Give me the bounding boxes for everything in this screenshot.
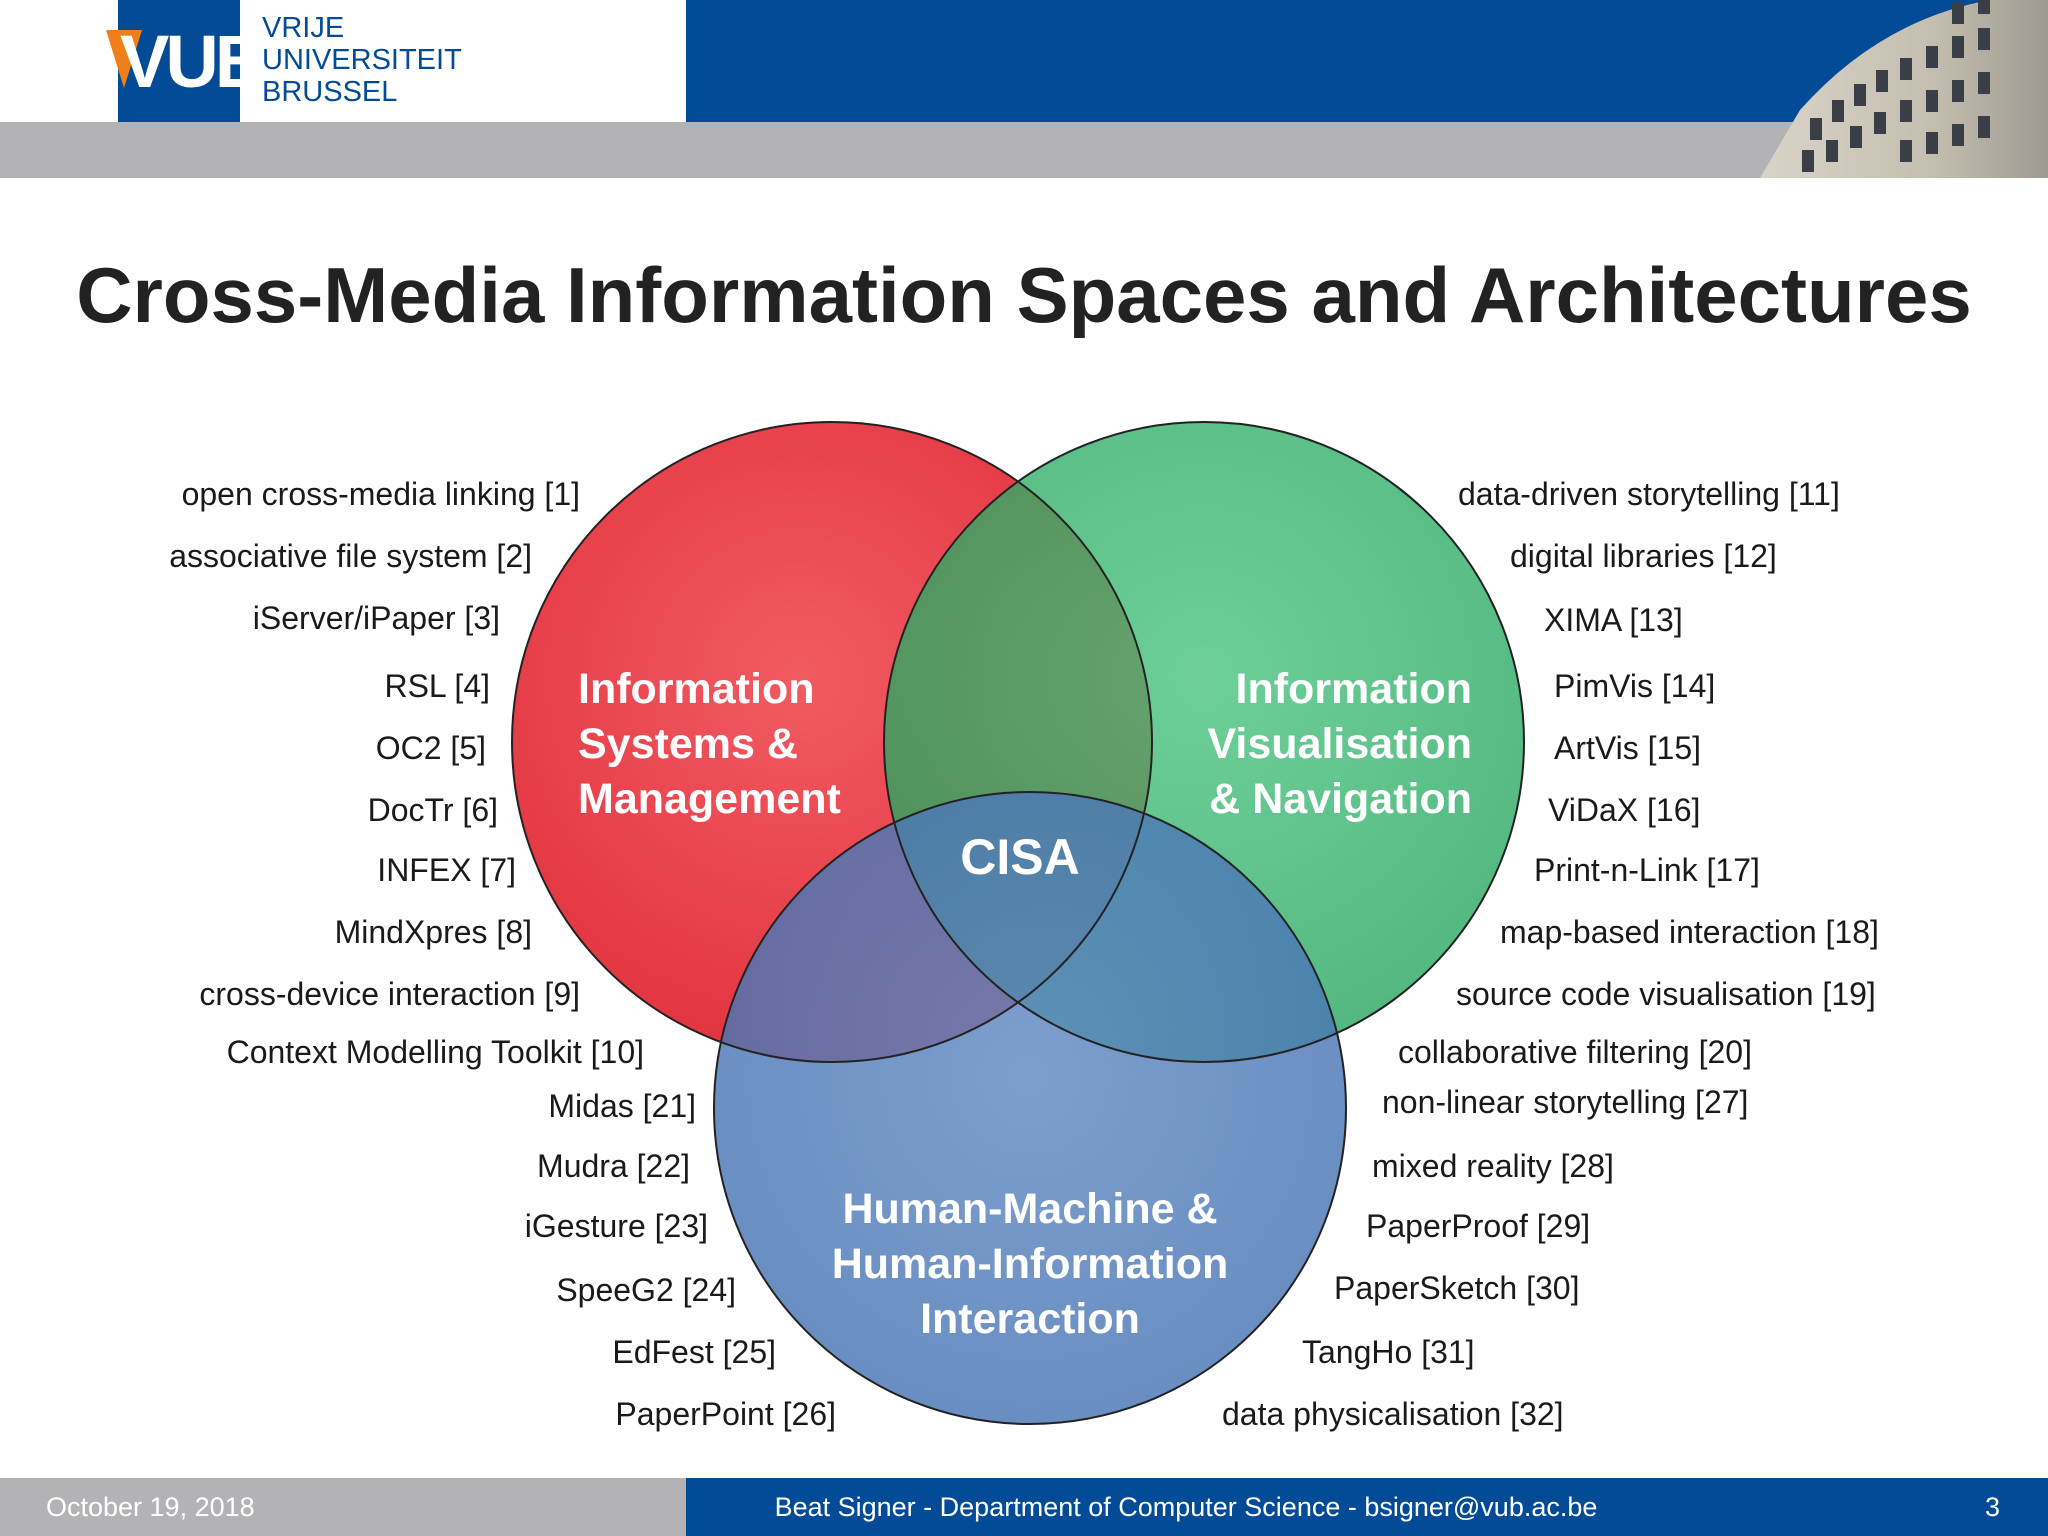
reference-item: Print-n-Link [17]: [1534, 852, 1760, 888]
reference-item: OC2 [5]: [375, 730, 486, 766]
reference-item: iServer/iPaper [3]: [252, 600, 500, 636]
label-line: Management: [578, 775, 841, 823]
reference-item: PimVis [14]: [1554, 668, 1716, 704]
label-information-systems: [578, 662, 841, 827]
reference-item: EdFest [25]: [612, 1334, 776, 1370]
reference-item: mixed reality [28]: [1372, 1148, 1614, 1184]
reference-item: ArtVis [15]: [1554, 730, 1702, 766]
footer-author-info: Beat Signer - Department of Computer Science - bsigner@vub.ac.be: [774, 1492, 1598, 1522]
reference-item: Midas [21]: [548, 1088, 696, 1124]
reference-item: source code visualisation [19]: [1456, 976, 1876, 1012]
footer-date: October 19, 2018: [46, 1492, 255, 1522]
page-number: 3: [1984, 1492, 2000, 1522]
reference-item: SpeeG2 [24]: [556, 1272, 736, 1308]
reference-item: TangHo [31]: [1302, 1334, 1475, 1370]
slide-title: Cross-Media Information Spaces and Architectures: [76, 251, 1972, 339]
reference-item: map-based interaction [18]: [1500, 914, 1879, 950]
university-name-line: BRUSSEL: [262, 76, 398, 108]
label-line: Systems &: [578, 720, 798, 768]
reference-item: PaperSketch [30]: [1334, 1270, 1580, 1306]
reference-item: non-linear storytelling [27]: [1382, 1084, 1749, 1120]
reference-item: data-driven storytelling [11]: [1458, 476, 1840, 512]
university-name-line: UNIVERSITEIT: [262, 44, 462, 76]
reference-item: iGesture [23]: [524, 1208, 708, 1244]
reference-item: data physicalisation [32]: [1222, 1396, 1564, 1432]
label-line: & Navigation: [1209, 775, 1472, 823]
label-line: Interaction: [920, 1295, 1140, 1343]
reference-item: cross-device interaction [9]: [199, 976, 580, 1012]
label-line: Information: [578, 665, 815, 713]
reference-item: PaperProof [29]: [1366, 1208, 1591, 1244]
reference-item: digital libraries [12]: [1510, 538, 1777, 574]
label-line: Human-Information: [831, 1240, 1229, 1288]
reference-item: Mudra [22]: [537, 1148, 690, 1184]
university-name-line: VRIJE: [262, 12, 345, 44]
reference-item: MindXpres [8]: [334, 914, 532, 950]
reference-item: Context Modelling Toolkit [10]: [226, 1034, 644, 1070]
reference-item: DocTr [6]: [367, 792, 498, 828]
label-information-visualisation: [1090, 662, 1472, 827]
label-cisa: CISA: [960, 829, 1080, 885]
reference-item: ViDaX [16]: [1548, 792, 1701, 828]
label-line: Visualisation: [1207, 720, 1472, 768]
reference-item: open cross-media linking [1]: [181, 476, 580, 512]
vub-logo: VUB: [120, 20, 265, 103]
reference-item: collaborative filtering [20]: [1398, 1034, 1752, 1070]
label-line: Information: [1235, 665, 1472, 713]
label-line: Human-Machine &: [842, 1185, 1218, 1233]
reference-item: XIMA [13]: [1544, 602, 1683, 638]
reference-item: associative file system [2]: [169, 538, 532, 574]
reference-item: INFEX [7]: [377, 852, 516, 888]
label-human-machine-interaction: [780, 1182, 1280, 1347]
reference-item: PaperPoint [26]: [615, 1396, 836, 1432]
reference-item: RSL [4]: [384, 668, 490, 704]
